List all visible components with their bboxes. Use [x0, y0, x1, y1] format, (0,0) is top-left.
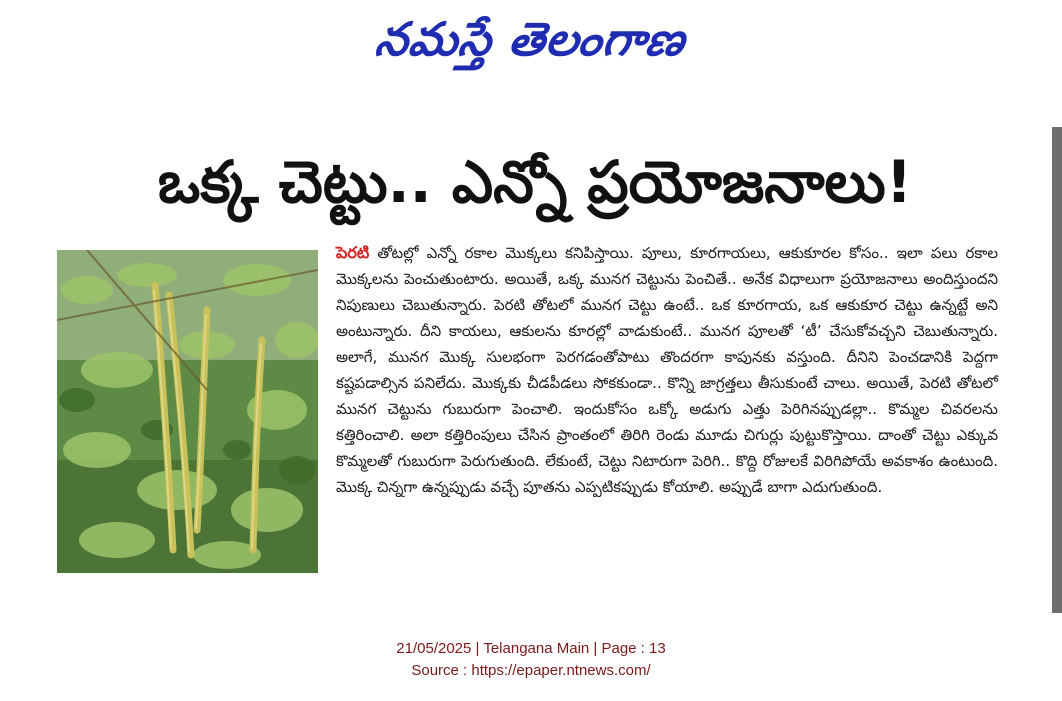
article-headline: ఒక్క చెట్టు.. ఎన్నో ప్రయోజనాలు! [157, 148, 913, 216]
newspaper-logo: నమస్తే తెలంగాణ [372, 12, 690, 66]
source-link[interactable]: Source : https://epaper.ntnews.com/ [411, 662, 651, 679]
footer [0, 638, 1062, 682]
article-lead-word: పెరటి [336, 243, 370, 262]
article-body-text: తోటల్లో ఎన్నో రకాల మొక్కలు కనిపిస్తాయి. పూలు, కూరగాయలు, ఆకుకూరల కోసం.. ఇలా పలు రకాల మొక్కలను పెంచుతుంటారు. అయితే, ఒక్క మునగ చెట్టును పెంచితే.. అనేక విధాలుగా ప్రయోజనాలు అందిస్తుందని నిపుణులు చెబుతున్నారు. పెరటి తోటలో మునగ చెట్టు ఉంటే.. ఒక కూరగాయ, ఒక ఆకుకూర చెట్టు ఉన్నట్టే అని అంటున్నారు. దీని కాయలు, ఆకులను కూరల్లో వాడుకుంటే.. మునగ పూలతో ‘టీ’ చేసుకోవచ్చని చెబుతున్నారు. అలాగే, మునగ మొక్క సులభంగా పెరగడంతోపాటు తొందరగా కాపునకు వస్తుంది. దీనిని పెంచడానికి పెద్దగా కష్టపడాల్సిన పనిలేదు. మొక్కకు చీడపీడలు సోకకుండా.. కొన్ని జాగ్రత్తలు తీసుకుంటే చాలు. అయితే, పెరటి తోటలో మునగ చెట్టును గుబురుగా పెంచాలి. ఇందుకోసం ఒక్కో అడుగు ఎత్తు పెరిగినప్పుడల్లా.. కొమ్మల చివరలను కత్తిరించాలి. అలా కత్తిరింపులు చేసిన ప్రాంతంలో తిరిగి రెండు మూడు చిగుర్లు పుట్టుకొస్తాయి. దాంతో చెట్టు ఎక్కువ కొమ్మలతో గుబురుగా పెరుగుతుంది. లేకుంటే, చెట్టు నిటారుగా పెరిగి.. కొద్ది రోజులకే విరిగిపోయే అవకాశం ఉంటుంది. మొక్క చిన్నగా ఉన్నప్పుడు వచ్చే పూతను ఎప్పటికప్పుడు కోయాలి. అప్పుడే బాగా ఎదుగుతుంది. [336, 244, 998, 496]
page-edge-rule [1052, 127, 1062, 613]
masthead [0, 6, 1062, 72]
drumstick-tree-illustration [57, 250, 318, 573]
edition-info: 21/05/2025 | Telangana Main | Page : 13 [396, 640, 666, 657]
article-body [336, 240, 998, 500]
drumstick-tree-photo [57, 250, 318, 573]
